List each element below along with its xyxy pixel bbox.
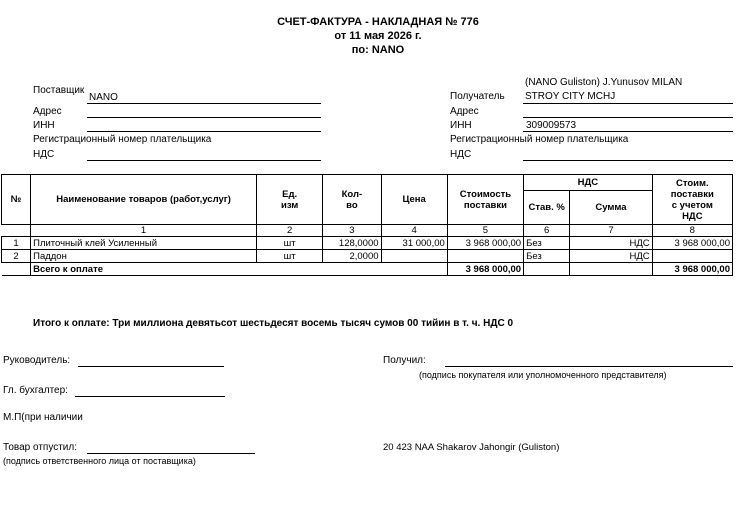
recipient-inn-label: ИНН [450,120,472,131]
col-header-nds: НДС [524,175,653,191]
col-number: 8 [652,225,732,237]
released-note: (подпись ответственного лица от поставщика) [3,456,196,466]
row-no: 2 [2,250,31,263]
recipient-inn-underline [523,131,733,132]
row-sum: НДС [570,237,652,250]
director-signature-line [78,366,224,367]
col-number: 4 [381,225,447,237]
supplier-label: Поставщик [33,85,85,96]
row-unit: шт [257,250,323,263]
accountant-label: Гл. бухгалтер: [3,385,68,396]
document-date: от 11 мая 2026 г. [334,30,422,42]
col-header-name: Наименование товаров (работ,услуг) [31,175,257,225]
released-label: Товар отпустил: [3,442,77,453]
supplier-regnum-label: Регистрационный номер плательщика [33,134,212,145]
col-number: 5 [447,225,523,237]
stamp-label: М.П(при наличии [3,412,83,423]
document-title: СЧЕТ-ФАКТУРА - НАКЛАДНАЯ № 776 [277,16,479,28]
col-number: 7 [570,225,652,237]
row-name: Плиточный клей Усиленный [31,237,257,250]
row-no: 1 [2,237,31,250]
items-table [1,174,733,276]
table-row [2,250,733,263]
supplier-nds-label: НДС [33,149,55,160]
agent-text: 20 423 NAA Shakarov Jahongir (Guliston) [383,442,560,453]
row-total: 3 968 000,00 [652,237,732,250]
released-signature-line [87,453,255,454]
received-note: (подпись покупателя или уполномоченного представителя) [419,370,667,380]
supplier-inn-underline [87,131,321,132]
director-label: Руководитель: [3,355,71,366]
row-qty: 128,0000 [323,237,381,250]
row-rate: Без [524,250,570,263]
col-header-total: Стоим. поставки с учетом НДС [652,175,732,225]
col-number: 2 [257,225,323,237]
accountant-signature-line [75,396,225,397]
row-price: 31 000,00 [381,237,447,250]
row-name: Паддон [31,250,257,263]
row-total [652,250,732,263]
total-total: 3 968 000,00 [652,263,732,276]
recipient-underline [523,103,733,104]
supplier-value: NANO [89,92,118,103]
received-label: Получил: [383,355,426,366]
document-to: по: NANO [351,44,405,56]
recipient-regnum-label: Регистрационный номер плательщика [450,134,629,145]
row-cost [447,250,523,263]
summary-text: Итого к оплате: Три миллиона девятьсот шестьдесят восемь тысяч сумов 00 тийин в т. ч. НДС 0 [33,318,514,329]
col-number: 1 [31,225,257,237]
col-header-no: № [2,175,31,225]
supplier-underline [87,103,321,104]
row-rate: Без [524,237,570,250]
col-numbers-row [2,225,733,237]
recipient-value-line1: (NANO Guliston) J.Yunusov MILAN [525,77,683,88]
col-header-cost: Стоимость поставки [447,175,523,225]
row-cost: 3 968 000,00 [447,237,523,250]
col-header-unit: Ед. изм [257,175,323,225]
table-row [2,237,733,250]
supplier-nds-underline [87,160,321,161]
recipient-nds-label: НДС [450,149,472,160]
recipient-address-underline [523,117,733,118]
supplier-inn-label: ИНН [33,120,55,131]
total-label: Всего к оплате [31,263,448,276]
col-number: 6 [524,225,570,237]
recipient-nds-underline [523,160,733,161]
row-price [381,250,447,263]
row-unit: шт [257,237,323,250]
recipient-inn-value: 309009573 [526,120,577,131]
received-signature-line [445,366,733,367]
col-header-rate: Став. % [524,191,570,225]
row-qty: 2,0000 [323,250,381,263]
recipient-label: Получатель [450,91,505,102]
supplier-address-underline [87,117,321,118]
col-header-price: Цена [381,175,447,225]
supplier-address-label: Адрес [33,106,62,117]
col-number: 3 [323,225,381,237]
total-cost: 3 968 000,00 [447,263,523,276]
recipient-value-line2: STROY CITY MCHJ [525,91,616,102]
col-header-sum: Сумма [570,191,652,225]
total-row [2,263,733,276]
recipient-address-label: Адрес [450,106,479,117]
col-number [2,225,31,237]
row-sum: НДС [570,250,652,263]
col-header-qty: Кол- во [323,175,381,225]
